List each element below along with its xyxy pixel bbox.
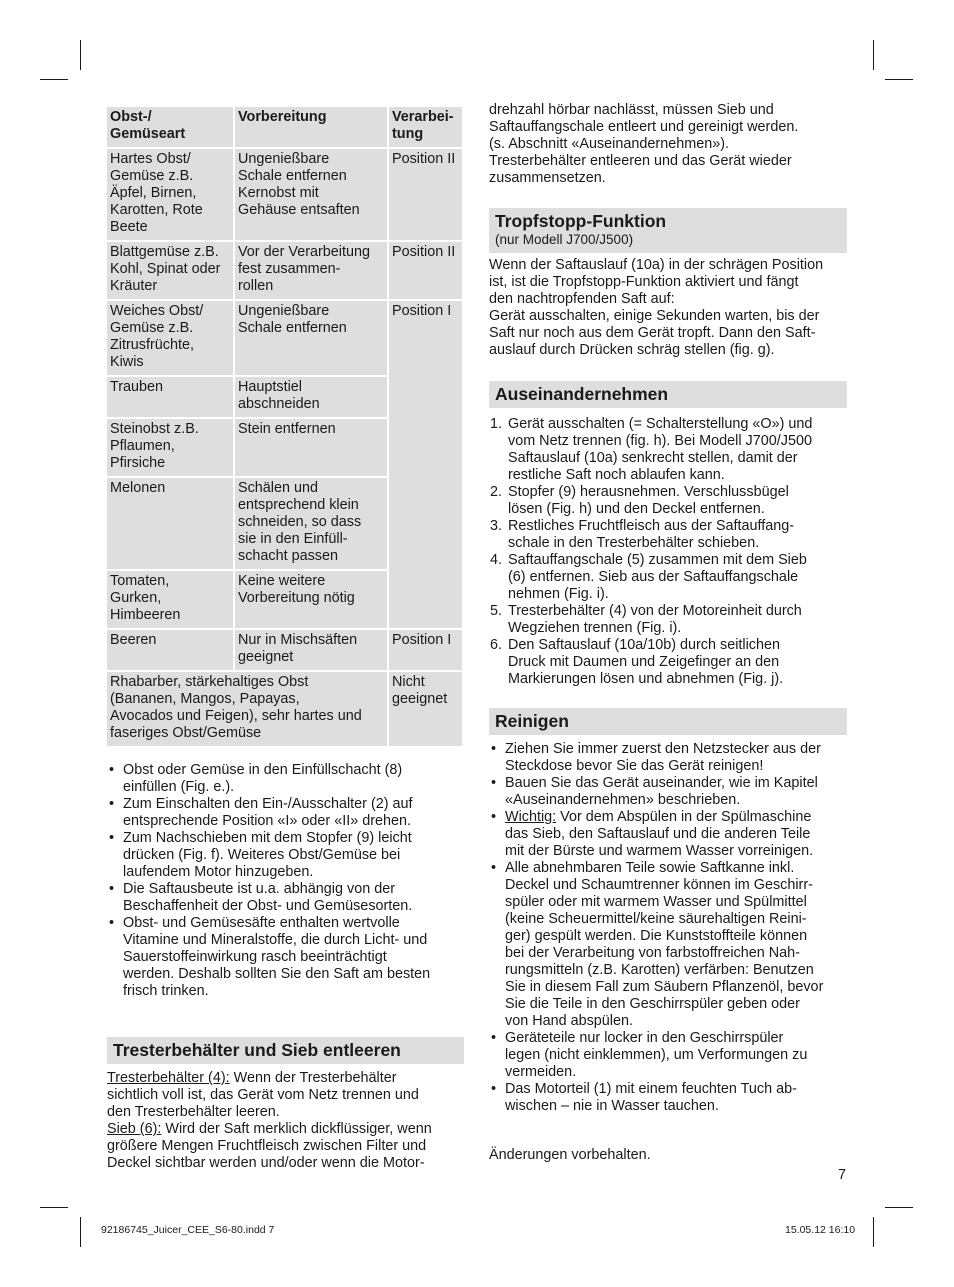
- list-item: [489, 637, 847, 688]
- step-text: Tresterbehälter (4) von der Motoreinheit durch Wegziehen trennen (Fig. i).: [508, 603, 802, 636]
- table-row: [107, 672, 462, 746]
- tropfstopp-title: Tropfstopp-Funktion: [495, 211, 667, 231]
- usage-bullet-list: [107, 762, 464, 1000]
- table-cell: Position II: [389, 149, 462, 240]
- step-text: Restliches Fruchtfleisch aus der Saftauffang- schale in den Tresterbehälter schieben.: [508, 518, 795, 551]
- important-label: Wichtig:: [505, 809, 557, 825]
- list-item: [489, 552, 847, 603]
- list-item: [489, 484, 847, 518]
- table-row: [107, 301, 462, 375]
- crop-mark: [80, 40, 81, 70]
- table-cell: Steinobst z.B. Pflaumen, Pfirsiche: [107, 419, 233, 476]
- important-text: Vor dem Abspülen in der Spülmaschine das Sieb, den Saftauslauf und die anderen Teile mit der Bürste und warmem Wasser vorreinigen.: [505, 809, 814, 859]
- step-number: 3.: [490, 518, 503, 534]
- trester-paragraph-2: [107, 1121, 464, 1172]
- step-number: 2.: [490, 484, 503, 500]
- table-row: [107, 149, 462, 240]
- crop-mark: [40, 1207, 68, 1208]
- changes-notice: Änderungen vorbehalten.: [489, 1147, 651, 1163]
- table-header-row: [107, 107, 462, 147]
- section-heading-reinigen: Reinigen: [489, 708, 847, 735]
- step-number: 1.: [490, 416, 503, 432]
- step-text: Saftauffangschale (5) zusammen mit dem Sieb (6) entfernen. Sieb aus der Saftauffangschale nehmen (Fig. i).: [508, 552, 807, 602]
- step-text: Stopfer (9) herausnehmen. Verschlussbügel lösen (Fig. h) und den Deckel entfernen.: [508, 484, 789, 517]
- step-number: 5.: [490, 603, 503, 619]
- crop-mark: [885, 79, 913, 80]
- continued-paragraph: drehzahl hörbar nachlässt, müssen Sieb und Saftauffangschale entleert und gereinigt werden. (s. Abschnitt «Auseinandernehmen»). Tresterbehälter entleeren und das Gerät wieder zusammensetzen.: [489, 102, 799, 186]
- footer-file-info: 92186745_Juicer_CEE_S6-80.indd 7: [101, 1224, 275, 1236]
- step-text: Gerät ausschalten (= Schalterstellung «O») und vom Netz trennen (fig. h). Bei Modell J700/J500 Saftauslauf (10a) senkrecht stellen, damit der restliche Saft noch ablaufen kann.: [508, 416, 813, 483]
- section-heading-tropfstopp: [489, 208, 847, 253]
- table-cell: Ungenießbare Schale entfernen Kernobst mit Gehäuse entsaften: [235, 149, 387, 240]
- list-item: • Geräteteile nur locker in den Geschirrspüler legen (nicht einklemmen), um Verformungen zu vermeiden.: [489, 1030, 847, 1081]
- table-cell: Position I: [389, 630, 462, 670]
- table-cell: Beeren: [107, 630, 233, 670]
- list-item: • Obst- und Gemüsesäfte enthalten wertvolle Vitamine und Mineralstoffe, die durch Licht- und Sauerstoffeinwirkung rasch beeinträchtigt werden. Deshalb sollten Sie den Saft am besten frisch trinken.: [107, 915, 464, 1000]
- step-text: Den Saftauslauf (10a/10b) durch seitlichen Druck mit Daumen und Zeigefinger an den Markierungen lösen und abnehmen (Fig. j).: [508, 637, 784, 687]
- preparation-table: [105, 105, 464, 748]
- table-cell: Weiches Obst/ Gemüse z.B. Zitrusfrüchte, Kiwis: [107, 301, 233, 375]
- header-preparation: Vorbereitung: [235, 107, 387, 147]
- table-cell: Schälen und entsprechend klein schneiden, so dass sie in den Einfüll- schacht passen: [235, 478, 387, 569]
- sieb-text: Wird der Saft merklich dickflüssiger, wenn größere Mengen Fruchtfleisch zwischen Filter und Deckel sichtbar werden und/oder wenn die Motor-: [107, 1121, 432, 1171]
- table-cell: Ungenießbare Schale entfernen: [235, 301, 387, 375]
- section-heading-auseinandernehmen: Auseinandernehmen: [489, 381, 847, 408]
- footer-timestamp: 15.05.12 16:10: [785, 1224, 856, 1236]
- crop-mark: [885, 1207, 913, 1208]
- list-item: • Das Motorteil (1) mit einem feuchten Tuch ab- wischen – nie in Wasser tauchen.: [489, 1081, 847, 1115]
- left-column: [107, 107, 464, 1172]
- step-number: 6.: [490, 637, 503, 653]
- table-cell: Vor der Verarbeitung fest zusammen- rollen: [235, 242, 387, 299]
- table-row: [107, 242, 462, 299]
- trester-label: Tresterbehälter (4):: [107, 1070, 230, 1086]
- crop-mark: [40, 79, 68, 80]
- page-number: 7: [838, 1167, 847, 1183]
- tropfstopp-subtitle: (nur Modell J700/J500): [495, 232, 634, 247]
- table-cell: Hartes Obst/ Gemüse z.B. Äpfel, Birnen, Karotten, Rote Beete: [107, 149, 233, 240]
- table-cell: Tomaten, Gurken, Himbeeren: [107, 571, 233, 628]
- header-processing: Verarbei- tung: [389, 107, 462, 147]
- table-cell: Stein entfernen: [235, 419, 387, 476]
- tropfstopp-text: Wenn der Saftauslauf (10a) in der schrägen Position ist, ist die Tropfstopp-Funktion aktiviert und fängt den nachtropfenden Saft auf: Gerät ausschalten, einige Sekunden warten, bis der Saft nur noch aus dem Gerät tropft. Dann den Saft- auslauf durch Drücken schräg stellen (fig. g).: [489, 257, 824, 358]
- list-item: [489, 518, 847, 552]
- crop-mark: [873, 40, 874, 70]
- list-item: • Die Saftausbeute ist u.a. abhängig von der Beschaffenheit der Obst- und Gemüsesorten.: [107, 881, 464, 915]
- list-item: [489, 416, 847, 484]
- trester-text: Wenn der Tresterbehälter sichtlich voll ist, das Gerät vom Netz trennen und den Tresterbehälter leeren.: [107, 1070, 419, 1120]
- header-fruit-type: Obst-/ Gemüseart: [107, 107, 233, 147]
- table-cell: Nur in Mischsäften geeignet: [235, 630, 387, 670]
- table-cell: Nicht geeignet: [389, 672, 462, 746]
- list-item: • Ziehen Sie immer zuerst den Netzstecker aus der Steckdose bevor Sie das Gerät reinigen!: [489, 741, 847, 775]
- crop-mark: [873, 1217, 874, 1247]
- table-row: [107, 630, 462, 670]
- table-cell: Position II: [389, 242, 462, 299]
- trester-paragraph-1: [107, 1070, 464, 1121]
- table-cell: Melonen: [107, 478, 233, 569]
- list-item: [489, 603, 847, 637]
- section-heading-trester: Tresterbehälter und Sieb entleeren: [107, 1037, 464, 1064]
- list-item: [489, 809, 847, 860]
- crop-mark: [80, 1217, 81, 1247]
- step-number: 4.: [490, 552, 503, 568]
- table-cell: Trauben: [107, 377, 233, 417]
- table-cell: Hauptstiel abschneiden: [235, 377, 387, 417]
- cleaning-bullet-list: [489, 741, 847, 1115]
- list-item: • Zum Einschalten den Ein-/Ausschalter (2) auf entsprechende Position «I» oder «II» drehen.: [107, 796, 464, 830]
- table-cell: Position I: [389, 301, 462, 628]
- list-item: • Zum Nachschieben mit dem Stopfer (9) leicht drücken (Fig. f). Weiteres Obst/Gemüse bei laufendem Motor hinzugeben.: [107, 830, 464, 881]
- disassembly-steps: [489, 416, 847, 688]
- table-cell: Blattgemüse z.B. Kohl, Spinat oder Kräuter: [107, 242, 233, 299]
- table-cell: Keine weitere Vorbereitung nötig: [235, 571, 387, 628]
- list-item: • Bauen Sie das Gerät auseinander, wie im Kapitel «Auseinandernehmen» beschrieben.: [489, 775, 847, 809]
- right-column: [489, 102, 847, 1164]
- sieb-label: Sieb (6):: [107, 1121, 162, 1137]
- table-cell: Rhabarber, stärkehaltiges Obst (Bananen, Mangos, Papayas, Avocados und Feigen), sehr hartes und faseriges Obst/Gemüse: [107, 672, 387, 746]
- list-item: • Obst oder Gemüse in den Einfüllschacht (8) einfüllen (Fig. e.).: [107, 762, 464, 796]
- list-item: • Alle abnehmbaren Teile sowie Saftkanne inkl. Deckel und Schaumtrenner können im Geschirr- spüler oder mit warmem Wasser und Spülmittel (keine Scheuermittel/keine säurehaltigen Reini- ger) gespült werden. Die Kunststoffteile können bei der Verarbeitung von farbstoffreichen Nah- rungsmitteln (z.B. Karotten) verfärben: Benutzen Sie in diesem Fall zum Säubern Pflanzenöl, bevor Sie die Teile in den Geschirrspüler geben oder von Hand abspülen.: [489, 860, 847, 1030]
